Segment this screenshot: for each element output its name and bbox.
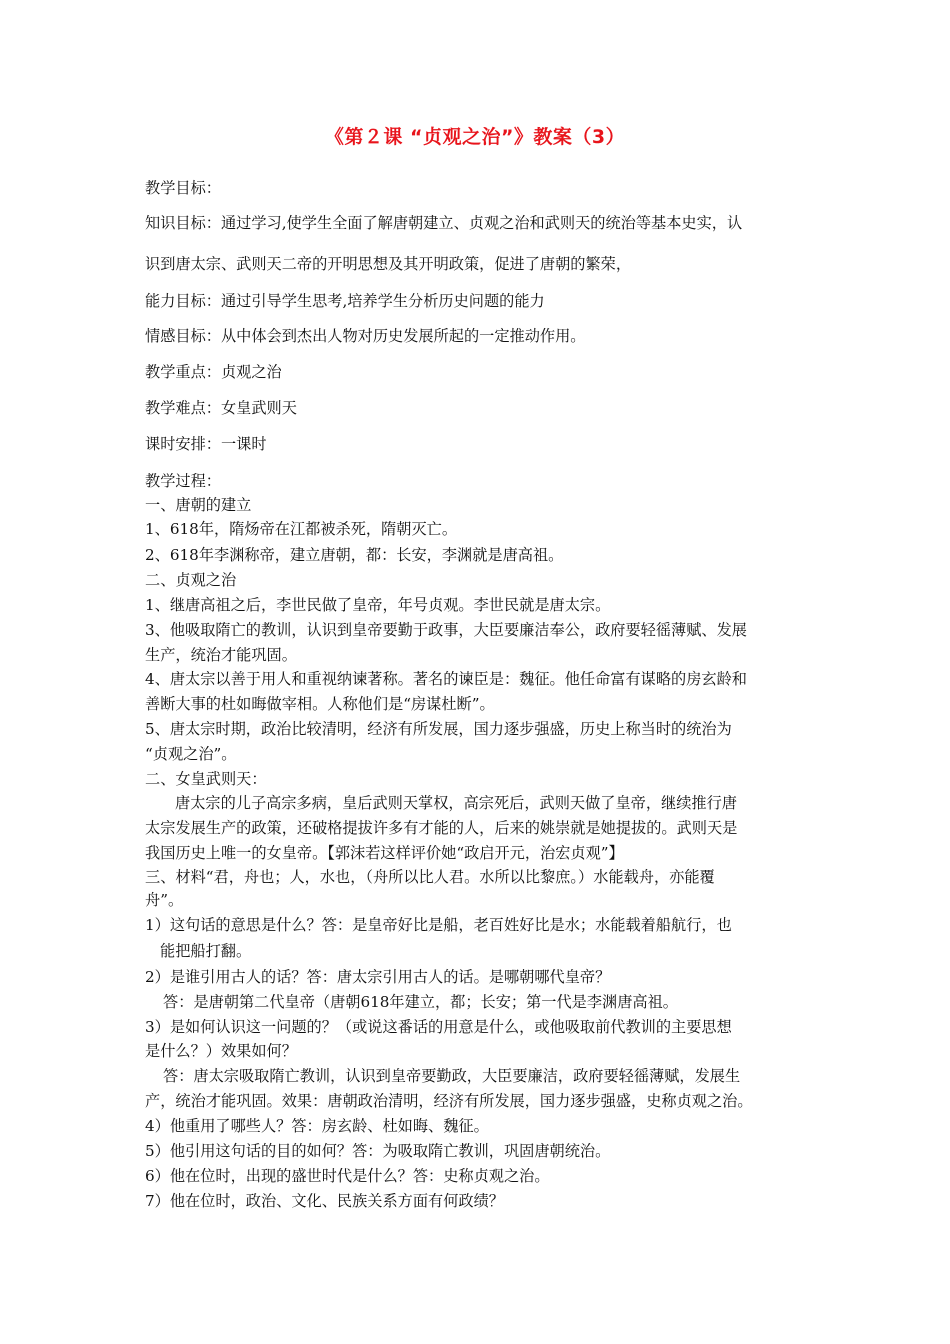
text-line: 能把船打翻。 (160, 942, 252, 960)
text-line: 能力目标：通过引导学生思考,培养学生分析历史问题的能力 (145, 292, 545, 310)
text-line: 课时安排：一课时 (145, 435, 267, 453)
text-line: 教学重点：贞观之治 (145, 363, 282, 381)
text-line: 唐太宗的儿子高宗多病，皇后武则天掌权，高宗死后，武则天做了皇帝，继续推行唐 (175, 794, 737, 812)
text-line: 太宗发展生产的政策，还破格提拔许多有才能的人，后来的姚崇就是她提拔的。武则天是 (145, 819, 738, 837)
text-line: 产，统治才能巩固。效果：唐朝政治清明，经济有所发展，国力逐步强盛，史称贞观之治。 (145, 1092, 753, 1110)
text-line: 识到唐太宗、武则天二帝的开明思想及其开明政策，促进了唐朝的繁荣， (145, 255, 631, 273)
text-line: 舟”。 (145, 891, 184, 909)
section-heading: 二、女皇武则天： (145, 770, 267, 788)
question-line: 5）他引用这句话的目的如何？答：为吸取隋亡教训，巩固唐朝统治。 (145, 1142, 611, 1160)
section-heading: 一、唐朝的建立 (145, 496, 252, 514)
answer-line: 答：唐太宗吸取隋亡教训，认识到皇帝要勤政，大臣要廉洁，政府要轻徭薄赋，发展生 (163, 1067, 741, 1085)
question-line: 4）他重用了哪些人？答：房玄龄、杜如晦、魏征。 (145, 1117, 489, 1135)
text-line: 3、他吸取隋亡的教训，认识到皇帝要勤于政事，大臣要廉洁奉公，政府要轻徭薄赋、发展 (145, 621, 747, 639)
answer-line: 答：是唐朝第二代皇帝（唐朝618年建立，都；长安；第一代是李渊唐高祖。 (163, 993, 678, 1011)
text-line: 1、618年，隋炀帝在江都被杀死，隋朝灭亡。 (145, 520, 458, 538)
text-line: 是什么？）效果如何？ (145, 1042, 297, 1060)
question-line: 6）他在位时，出现的盛世时代是什么？答：史称贞观之治。 (145, 1167, 550, 1185)
text-line: 情感目标：从中体会到杰出人物对历史发展所起的一定推动作用。 (145, 327, 586, 345)
document-title: 《第２课 “贞观之治”》教案（3） (324, 126, 626, 148)
question-line: 2）是谁引用古人的话？答：唐太宗引用古人的话。是哪朝哪代皇帝？ (145, 968, 611, 986)
text-line: 1、继唐高祖之后，李世民做了皇帝，年号贞观。李世民就是唐太宗。 (145, 596, 611, 614)
text-line: 5、唐太宗时期，政治比较清明，经济有所发展，国力逐步强盛，历史上称当时的统治为 (145, 720, 732, 738)
text-line: “贞观之治”。 (145, 745, 237, 763)
text-line: 教学难点：女皇武则天 (145, 399, 297, 417)
question-line: 3）是如何认识这一问题的？（或说这番话的用意是什么，或他吸取前代教训的主要思想 (145, 1018, 732, 1036)
question-line: 1）这句话的意思是什么？答：是皇帝好比是船，老百姓好比是水；水能载着船航行，也 (145, 916, 732, 934)
text-line: 知识目标：通过学习,使学生全面了解唐朝建立、贞观之治和武则天的统治等基本史实，认 (145, 214, 743, 232)
section-heading: 三、材料“君，舟也；人，水也，（舟所以比人君。水所以比黎庶。）水能载舟，亦能覆 (145, 868, 715, 886)
section-heading: 教学过程： (145, 472, 221, 490)
text-line: 4、唐太宗以善于用人和重视纳谏著称。著名的谏臣是：魏征。他任命富有谋略的房玄龄和 (145, 670, 747, 688)
text-line: 我国历史上唯一的女皇帝。【郭沫若这样评价她“政启开元，治宏贞观”】 (145, 844, 624, 862)
question-line: 7）他在位时，政治、文化、民族关系方面有何政绩？ (145, 1192, 504, 1210)
section-heading: 二、贞观之治 (145, 571, 237, 589)
text-line: 生产，统治才能巩固。 (145, 646, 297, 664)
text-line: 善断大事的杜如晦做宰相。人称他们是“房谋杜断”。 (145, 695, 495, 713)
text-line: 2、618年李渊称帝，建立唐朝，都：长安，李渊就是唐高祖。 (145, 546, 564, 564)
text-line: 教学目标： (145, 179, 221, 197)
